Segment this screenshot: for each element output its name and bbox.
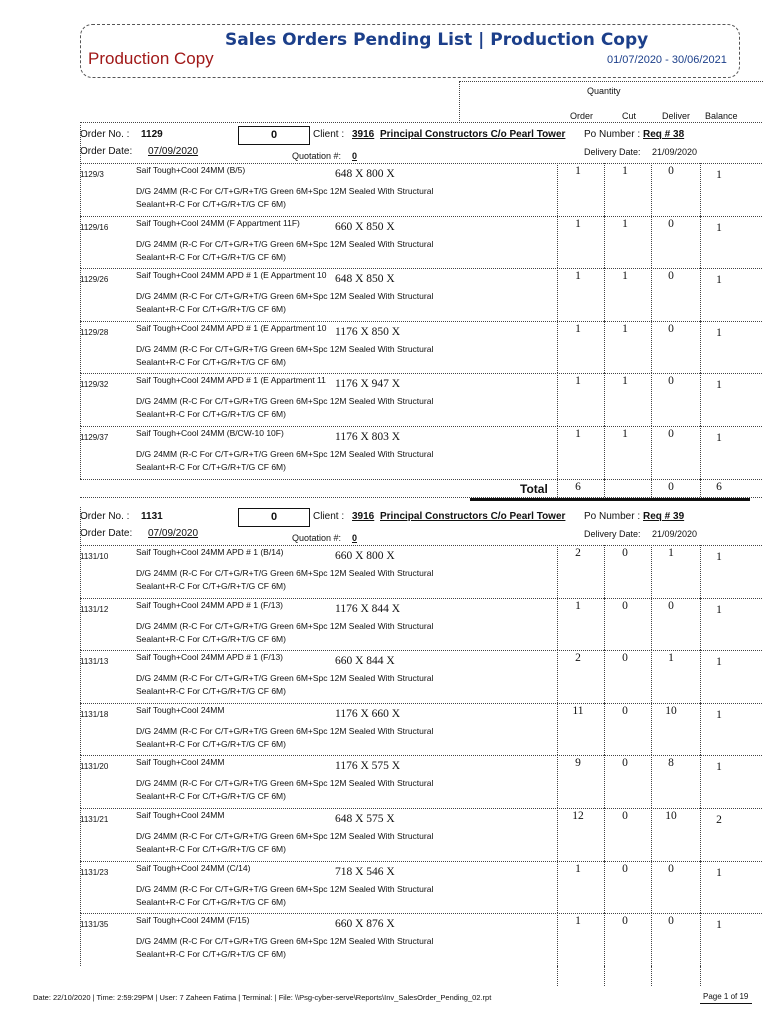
- qty-cut: 1: [622, 165, 628, 177]
- qty-column-separator: [651, 755, 652, 808]
- item-divider: [80, 650, 762, 651]
- item-desc-line2: Sealant+R-C For C/T+G/R+T/G CF 6M): [136, 462, 286, 472]
- item-desc-line1: D/G 24MM (R-C For C/T+G/R+T/G Green 6M+Spc 12M Sealed With Structural: [136, 831, 434, 841]
- qty-column-separator: [557, 216, 558, 269]
- item-desc-line1: D/G 24MM (R-C For C/T+G/R+T/G Green 6M+Spc 12M Sealed With Structural: [136, 568, 434, 578]
- qty-balance: 1: [716, 221, 722, 234]
- total-label: Total: [520, 481, 548, 496]
- total-divider: [80, 479, 762, 480]
- qty-cut: 1: [622, 428, 628, 440]
- qty-balance: 1: [716, 603, 722, 616]
- qty-column-separator: [700, 216, 701, 269]
- quotation-label: Quotation #:: [292, 151, 342, 161]
- qty-cut: 0: [622, 757, 628, 770]
- qty-order: 9: [575, 757, 581, 770]
- order-date: 07/09/2020: [148, 146, 199, 157]
- item-desc-line2: Sealant+R-C For C/T+G/R+T/G CF 6M): [136, 686, 286, 697]
- item-desc-line1: D/G 24MM (R-C For C/T+G/R+T/G Green 6M+Spc 12M Sealed With Structural: [136, 673, 434, 684]
- total-column-separator: [651, 479, 652, 497]
- item-desc-line2: Sealant+R-C For C/T+G/R+T/G CF 6M): [136, 251, 286, 262]
- total-balance: 6: [716, 480, 722, 493]
- qty-column-separator: [651, 808, 652, 861]
- item-desc-line1: D/G 24MM (R-C For C/T+G/R+T/G Green 6M+Spc 12M Sealed With Structural: [136, 291, 434, 302]
- item-divider: [80, 598, 762, 599]
- qty-column-separator: [557, 321, 558, 374]
- item-code: 1129/37: [80, 433, 109, 442]
- item-desc-line2: Sealant+R-C For C/T+G/R+T/G CF 6M): [136, 844, 286, 854]
- qty-column-separator: [604, 598, 605, 651]
- date-range: 01/07/2020 - 30/06/2021: [607, 54, 727, 66]
- item-code: 1129/16: [80, 222, 109, 232]
- item-size: 1176 X 844 X: [335, 602, 401, 615]
- qty-deliver: 0: [668, 599, 674, 612]
- item-name: Saif Tough+Cool 24MM (B/CW-10 10F): [136, 428, 284, 438]
- quantity-label: Quantity: [587, 86, 621, 96]
- item-desc-line1: D/G 24MM (R-C For C/T+G/R+T/G Green 6M+Spc 12M Sealed With Structural: [136, 238, 434, 249]
- item-name: Saif Tough+Cool 24MM: [136, 757, 225, 768]
- qty-column-separator: [557, 545, 558, 598]
- item-name: Saif Tough+Cool 24MM (B/5): [136, 165, 246, 175]
- item-name: Saif Tough+Cool 24MM APD # 1 (E Appartment 10: [136, 270, 327, 281]
- item-divider: [80, 163, 762, 164]
- qty-column-separator: [604, 650, 605, 703]
- qty-balance: 1: [716, 274, 722, 287]
- item-name: Saif Tough+Cool 24MM APD # 1 (B/14): [136, 547, 284, 557]
- item-size: 1176 X 947 X: [335, 378, 401, 391]
- qty-column-separator: [651, 216, 652, 269]
- delivery-date: 21/09/2020: [652, 529, 698, 539]
- item-size: 648 X 800 X: [335, 168, 395, 180]
- row-left-border: [80, 163, 81, 216]
- qty-deliver: 0: [668, 375, 674, 388]
- row-left-border: [80, 321, 81, 374]
- qty-deliver: 0: [668, 217, 674, 230]
- item-name: Saif Tough+Cool 24MM: [136, 810, 225, 820]
- item-size: 660 X 800 X: [335, 550, 395, 562]
- order-left-border: [80, 507, 81, 544]
- delivery-date-label: Delivery Date:: [584, 147, 641, 157]
- item-desc-line1: D/G 24MM (R-C For C/T+G/R+T/G Green 6M+Spc 12M Sealed With Structural: [136, 620, 434, 631]
- column-order: Order: [570, 111, 594, 121]
- qty-deliver: 1: [668, 547, 674, 559]
- item-size: 660 X 850 X: [335, 220, 395, 233]
- client-label: Client :: [313, 511, 345, 522]
- item-desc-line1: D/G 24MM (R-C For C/T+G/R+T/G Green 6M+Spc 12M Sealed With Structural: [136, 186, 434, 196]
- qty-column-separator: [700, 373, 701, 426]
- qty-order: 1: [575, 270, 581, 283]
- item-desc-line2: Sealant+R-C For C/T+G/R+T/G CF 6M): [136, 199, 286, 209]
- qty-column-separator: [651, 268, 652, 321]
- qty-column-separator: [604, 163, 605, 216]
- qty-balance: 2: [716, 814, 722, 826]
- column-deliver: Deliver: [662, 111, 691, 121]
- qty-column-separator: [651, 321, 652, 374]
- qty-order: 1: [575, 915, 581, 928]
- po-number-label: Po Number :: [584, 129, 641, 140]
- item-name: Saif Tough+Cool 24MM (F/15): [136, 915, 250, 926]
- item-desc-line1: D/G 24MM (R-C For C/T+G/R+T/G Green 6M+Spc 12M Sealed With Structural: [136, 936, 434, 947]
- client-name: Principal Constructors C/o Pearl Tower: [380, 129, 566, 140]
- item-divider: [80, 373, 762, 374]
- qty-order: 1: [575, 322, 581, 335]
- item-code: 1131/13: [80, 657, 109, 667]
- item-size: 660 X 844 X: [335, 655, 395, 668]
- qty-column-separator: [651, 913, 652, 966]
- qty-balance: 1: [716, 761, 722, 774]
- row-left-border: [80, 913, 81, 966]
- footer-info: Date: 22/10/2020 | Time: 2:59:29PM | User: 7 Zaheen Fatima | Terminal: | File: \\Psg-cyber-serve\Reports\Inv_SalesOrder_Pending_02.rpt: [33, 993, 492, 1002]
- qty-order: 1: [575, 428, 581, 440]
- qty-cut: 0: [622, 704, 628, 717]
- qty-order: 1: [575, 862, 581, 875]
- client-code: 3916: [352, 129, 375, 140]
- qty-order: 1: [575, 375, 581, 388]
- order-box-value: 0: [238, 126, 310, 145]
- column-balance: Balance: [705, 111, 738, 121]
- qty-column-separator: [604, 426, 605, 479]
- item-code: 1131/23: [80, 867, 109, 877]
- total-column-separator: [557, 479, 558, 497]
- qty-column-separator: [557, 426, 558, 479]
- item-desc-line2: Sealant+R-C For C/T+G/R+T/G CF 6M): [136, 633, 286, 644]
- order-date-label: Order Date:: [80, 528, 133, 539]
- order-no: 1129: [141, 129, 163, 140]
- item-size: 648 X 850 X: [335, 273, 395, 286]
- qty-column-separator: [604, 703, 605, 756]
- item-desc-line2: Sealant+R-C For C/T+G/R+T/G CF 6M): [136, 581, 286, 591]
- delivery-date-label: Delivery Date:: [584, 529, 641, 539]
- item-size: 1176 X 803 X: [335, 431, 401, 443]
- qty-column-separator: [557, 598, 558, 651]
- qty-deliver: 0: [668, 322, 674, 335]
- qty-deliver: 0: [668, 165, 674, 177]
- item-code: 1131/20: [80, 762, 109, 772]
- qty-column-separator: [557, 808, 558, 861]
- item-desc-line1: D/G 24MM (R-C For C/T+G/R+T/G Green 6M+Spc 12M Sealed With Structural: [136, 449, 434, 459]
- qty-cut: 1: [622, 217, 628, 230]
- qty-deliver: 0: [668, 915, 674, 928]
- row-left-border: [80, 703, 81, 756]
- quotation-label: Quotation #:: [292, 533, 342, 543]
- item-desc-line2: Sealant+R-C For C/T+G/R+T/G CF 6M): [136, 896, 286, 907]
- qty-column-separator: [604, 808, 605, 861]
- item-code: 1131/18: [80, 709, 109, 719]
- item-divider: [80, 913, 762, 914]
- item-desc-line2: Sealant+R-C For C/T+G/R+T/G CF 6M): [136, 949, 286, 960]
- quotation-number: 0: [352, 533, 358, 543]
- qty-order: 12: [572, 810, 584, 822]
- qty-column-separator: [651, 373, 652, 426]
- row-left-border: [80, 545, 81, 598]
- order-no-label: Order No. :: [80, 129, 130, 140]
- qty-column-separator: [604, 755, 605, 808]
- qty-cut: 0: [622, 599, 628, 612]
- po-number: Req # 38: [643, 129, 685, 140]
- row-left-border: [80, 861, 81, 914]
- qty-column-separator: [700, 703, 701, 756]
- item-code: 1131/12: [80, 604, 109, 614]
- qty-balance: 1: [716, 379, 722, 392]
- row-left-border: [80, 373, 81, 426]
- item-divider: [80, 703, 762, 704]
- item-name: Saif Tough+Cool 24MM (C/14): [136, 862, 251, 873]
- item-size: 660 X 876 X: [335, 918, 395, 931]
- item-name: Saif Tough+Cool 24MM APD # 1 (F/13): [136, 599, 284, 610]
- qty-column-separator: [700, 426, 701, 479]
- item-code: 1129/32: [80, 380, 109, 390]
- qty-column-separator: [651, 598, 652, 651]
- qty-cut: 0: [622, 810, 628, 822]
- qty-balance: 1: [716, 866, 722, 879]
- qty-cut: 0: [622, 862, 628, 875]
- qty-column-separator: [604, 373, 605, 426]
- item-code: 1131/21: [80, 815, 109, 824]
- qty-column-separator: [651, 966, 652, 986]
- qty-column-separator: [700, 545, 701, 598]
- qty-column-separator: [557, 268, 558, 321]
- quotation-number: 0: [352, 151, 358, 161]
- delivery-date: 21/09/2020: [652, 147, 698, 157]
- row-left-border: [80, 216, 81, 269]
- qty-column-separator: [557, 913, 558, 966]
- qty-cut: 0: [622, 915, 628, 928]
- order-date: 07/09/2020: [148, 528, 199, 539]
- item-divider: [80, 321, 762, 322]
- item-divider: [80, 268, 762, 269]
- order-left-border: [80, 125, 81, 162]
- qty-column-separator: [651, 426, 652, 479]
- header-divider: [80, 122, 762, 123]
- qty-deliver: 1: [668, 652, 674, 665]
- order-no-label: Order No. :: [80, 511, 130, 522]
- qty-column-separator: [557, 755, 558, 808]
- item-desc-line2: Sealant+R-C For C/T+G/R+T/G CF 6M): [136, 304, 286, 315]
- item-desc-line1: D/G 24MM (R-C For C/T+G/R+T/G Green 6M+Spc 12M Sealed With Structural: [136, 725, 434, 736]
- item-size: 1176 X 850 X: [335, 325, 401, 338]
- qty-deliver: 0: [668, 270, 674, 283]
- qty-column-separator: [700, 321, 701, 374]
- qty-column-separator: [557, 163, 558, 216]
- row-left-border: [80, 598, 81, 651]
- page-number-underline: [700, 1003, 752, 1004]
- qty-column-separator: [651, 545, 652, 598]
- row-left-border: [80, 755, 81, 808]
- page-number: Page 1 of 19: [703, 992, 749, 1001]
- item-desc-line1: D/G 24MM (R-C For C/T+G/R+T/G Green 6M+Spc 12M Sealed With Structural: [136, 883, 434, 894]
- item-code: 1131/10: [80, 552, 109, 561]
- qty-column-separator: [557, 650, 558, 703]
- item-desc-line1: D/G 24MM (R-C For C/T+G/R+T/G Green 6M+Spc 12M Sealed With Structural: [136, 778, 434, 789]
- qty-balance: 1: [716, 432, 722, 444]
- qty-column-separator: [557, 966, 558, 986]
- qty-deliver: 10: [665, 704, 677, 717]
- item-divider: [80, 808, 762, 809]
- qty-balance: 1: [716, 326, 722, 339]
- qty-column-separator: [651, 650, 652, 703]
- qty-column-separator: [700, 966, 701, 986]
- qty-balance: 1: [716, 551, 722, 563]
- item-desc-line2: Sealant+R-C For C/T+G/R+T/G CF 6M): [136, 409, 286, 420]
- order-date-label: Order Date:: [80, 146, 133, 157]
- qty-column-separator: [604, 966, 605, 986]
- client-code: 3916: [352, 511, 375, 522]
- order-no: 1131: [141, 511, 163, 522]
- row-left-border: [80, 426, 81, 479]
- client-name: Principal Constructors C/o Pearl Tower: [380, 511, 566, 522]
- qty-order: 2: [575, 547, 581, 559]
- item-desc-line2: Sealant+R-C For C/T+G/R+T/G CF 6M): [136, 738, 286, 749]
- report-title: Sales Orders Pending List | Production Copy: [225, 30, 649, 50]
- qty-column-separator: [700, 163, 701, 216]
- qty-column-separator: [700, 755, 701, 808]
- qty-order: 1: [575, 217, 581, 230]
- qty-deliver: 10: [665, 810, 677, 822]
- qty-cut: 0: [622, 547, 628, 559]
- qty-column-separator: [700, 913, 701, 966]
- item-divider: [80, 426, 762, 427]
- qty-column-separator: [604, 321, 605, 374]
- qty-balance: 1: [716, 708, 722, 721]
- total-deliver: 0: [668, 480, 674, 493]
- item-code: 1129/28: [80, 327, 109, 337]
- qty-column-separator: [604, 216, 605, 269]
- po-number: Req # 39: [643, 511, 685, 522]
- qty-cut: 0: [622, 652, 628, 665]
- qty-column-separator: [604, 268, 605, 321]
- column-cut: Cut: [622, 111, 637, 121]
- row-left-border: [80, 268, 81, 321]
- item-name: Saif Tough+Cool 24MM (F Appartment 11F): [136, 217, 300, 228]
- qty-column-separator: [651, 861, 652, 914]
- qty-column-separator: [651, 163, 652, 216]
- item-divider: [80, 861, 762, 862]
- item-name: Saif Tough+Cool 24MM APD # 1 (E Appartment 10: [136, 322, 327, 333]
- qty-deliver: 0: [668, 862, 674, 875]
- qty-column-separator: [700, 861, 701, 914]
- item-code: 1131/35: [80, 920, 109, 930]
- item-size: 718 X 546 X: [335, 865, 395, 878]
- qty-deliver: 8: [668, 757, 674, 770]
- qty-column-separator: [557, 861, 558, 914]
- qty-column-separator: [700, 598, 701, 651]
- client-label: Client :: [313, 129, 345, 140]
- qty-column-separator: [557, 373, 558, 426]
- item-code: 1129/26: [80, 275, 109, 285]
- qty-column-separator: [604, 545, 605, 598]
- qty-balance: 1: [716, 919, 722, 932]
- qty-order: 11: [572, 704, 584, 717]
- qty-order: 2: [575, 652, 581, 665]
- qty-column-separator: [700, 650, 701, 703]
- item-size: 648 X 575 X: [335, 813, 395, 825]
- qty-order: 1: [575, 599, 581, 612]
- item-size: 1176 X 660 X: [335, 707, 401, 720]
- item-desc-line2: Sealant+R-C For C/T+G/R+T/G CF 6M): [136, 791, 286, 802]
- item-desc-line2: Sealant+R-C For C/T+G/R+T/G CF 6M): [136, 356, 286, 367]
- total-column-separator: [604, 479, 605, 497]
- item-divider: [80, 755, 762, 756]
- qty-column-separator: [651, 703, 652, 756]
- qty-column-separator: [604, 861, 605, 914]
- total-column-separator: [700, 479, 701, 497]
- item-name: Saif Tough+Cool 24MM APD # 1 (E Appartment 11: [136, 375, 326, 386]
- qty-order: 1: [575, 165, 581, 177]
- qty-deliver: 0: [668, 428, 674, 440]
- item-divider: [80, 216, 762, 217]
- qty-balance: 1: [716, 169, 722, 181]
- qty-column-separator: [700, 808, 701, 861]
- qty-column-separator: [604, 913, 605, 966]
- po-number-label: Po Number :: [584, 511, 641, 522]
- row-left-border: [80, 650, 81, 703]
- qty-column-separator: [557, 703, 558, 756]
- total-order: 6: [575, 480, 581, 493]
- item-code: 1129/3: [80, 170, 104, 179]
- qty-column-separator: [700, 268, 701, 321]
- qty-cut: 1: [622, 322, 628, 335]
- item-name: Saif Tough+Cool 24MM: [136, 704, 225, 715]
- item-desc-line1: D/G 24MM (R-C For C/T+G/R+T/G Green 6M+Spc 12M Sealed With Structural: [136, 396, 434, 407]
- qty-cut: 1: [622, 375, 628, 388]
- qty-cut: 1: [622, 270, 628, 283]
- item-name: Saif Tough+Cool 24MM APD # 1 (F/13): [136, 652, 284, 663]
- row-left-border: [80, 808, 81, 861]
- total-underline: [470, 498, 750, 501]
- production-copy-label: Production Copy: [88, 49, 214, 68]
- order-box-value: 0: [238, 508, 310, 527]
- item-desc-line1: D/G 24MM (R-C For C/T+G/R+T/G Green 6M+Spc 12M Sealed With Structural: [136, 343, 434, 354]
- qty-balance: 1: [716, 656, 722, 669]
- item-divider: [80, 545, 762, 546]
- item-size: 1176 X 575 X: [335, 760, 401, 773]
